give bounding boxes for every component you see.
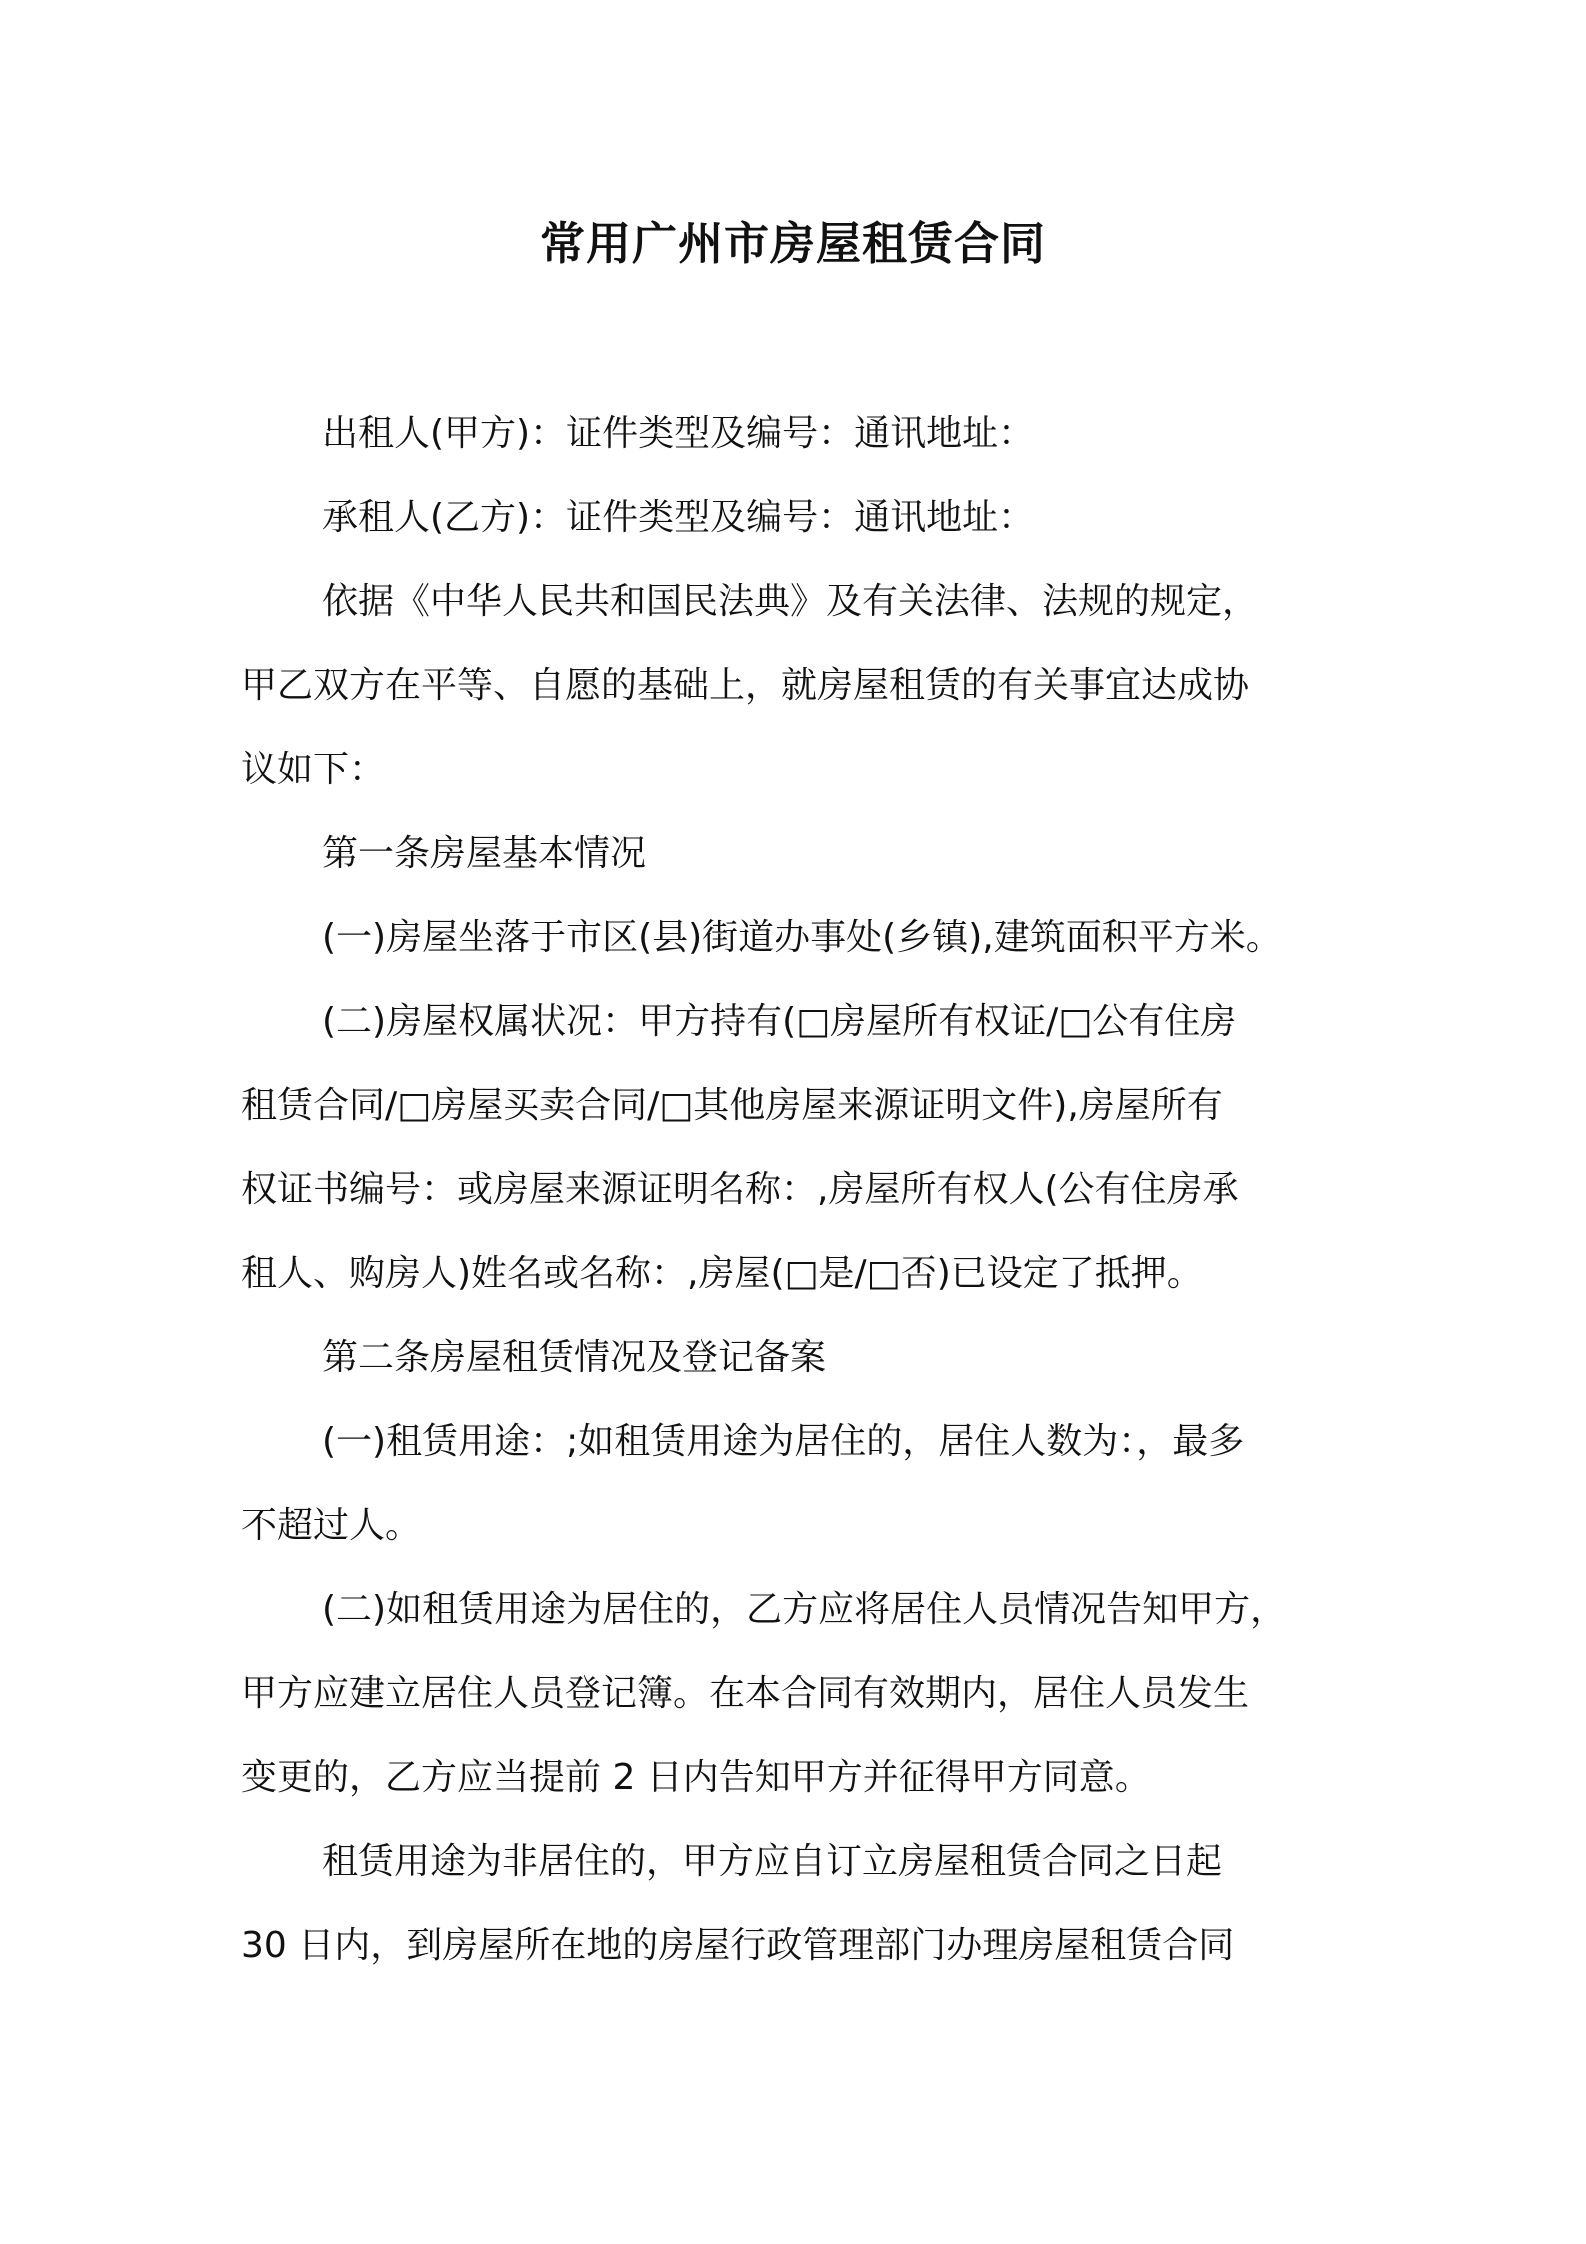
article-1-item-2-line-1: (二)房屋权属状况：甲方持有(□房屋所有权证/□公有住房 xyxy=(322,1001,1237,1042)
article-1-item-2-line-2: 租赁合同/□房屋买卖合同/□其他房屋来源证明文件),房屋所有 xyxy=(241,1085,1223,1126)
article-2-item-1-line-2: 不超过人。 xyxy=(241,1505,422,1546)
lessor-info-line: 出租人(甲方)：证件类型及编号：通讯地址： xyxy=(322,413,1035,454)
article-1-heading: 第一条房屋基本情况 xyxy=(322,833,647,874)
preamble-line-3: 议如下： xyxy=(241,749,386,790)
article-2-heading: 第二条房屋租赁情况及登记备案 xyxy=(322,1337,827,1378)
non-residential-line-2: 30 日内，到房屋所在地的房屋行政管理部门办理房屋租赁合同 xyxy=(241,1925,1235,1966)
preamble-line-1: 依据《中华人民共和国民法典》及有关法律、法规的规定， xyxy=(322,581,1259,622)
article-1-item-1: (一)房屋坐落于市区(县)街道办事处(乡镇),建筑面积平方米。 xyxy=(322,917,1282,958)
article-2-item-1-line-1: (一)租赁用途：;如租赁用途为居住的，居住人数为：，最多 xyxy=(322,1421,1245,1462)
lessee-info-line: 承租人(乙方)：证件类型及编号：通讯地址： xyxy=(322,497,1035,538)
preamble-line-2: 甲乙双方在平等、自愿的基础上，就房屋租赁的有关事宜达成协 xyxy=(241,665,1250,706)
article-1-item-2-line-4: 租人、购房人)姓名或名称：,房屋(□是/□否)已设定了抵押。 xyxy=(241,1253,1203,1294)
article-2-item-2-line-2: 甲方应建立居住人员登记簿。在本合同有效期内，居住人员发生 xyxy=(241,1673,1250,1714)
article-2-item-2-line-1: (二)如租赁用途为居住的，乙方应将居住人员情况告知甲方， xyxy=(322,1589,1287,1630)
document-title: 常用广州市房屋租赁合同 xyxy=(539,217,1046,270)
article-2-item-2-line-3: 变更的，乙方应当提前 2 日内告知甲方并征得甲方同意。 xyxy=(241,1757,1151,1798)
non-residential-line-1: 租赁用途为非居住的，甲方应自订立房屋租赁合同之日起 xyxy=(322,1841,1223,1882)
article-1-item-2-line-3: 权证书编号：或房屋来源证明名称：,房屋所有权人(公有住房承 xyxy=(241,1169,1239,1210)
